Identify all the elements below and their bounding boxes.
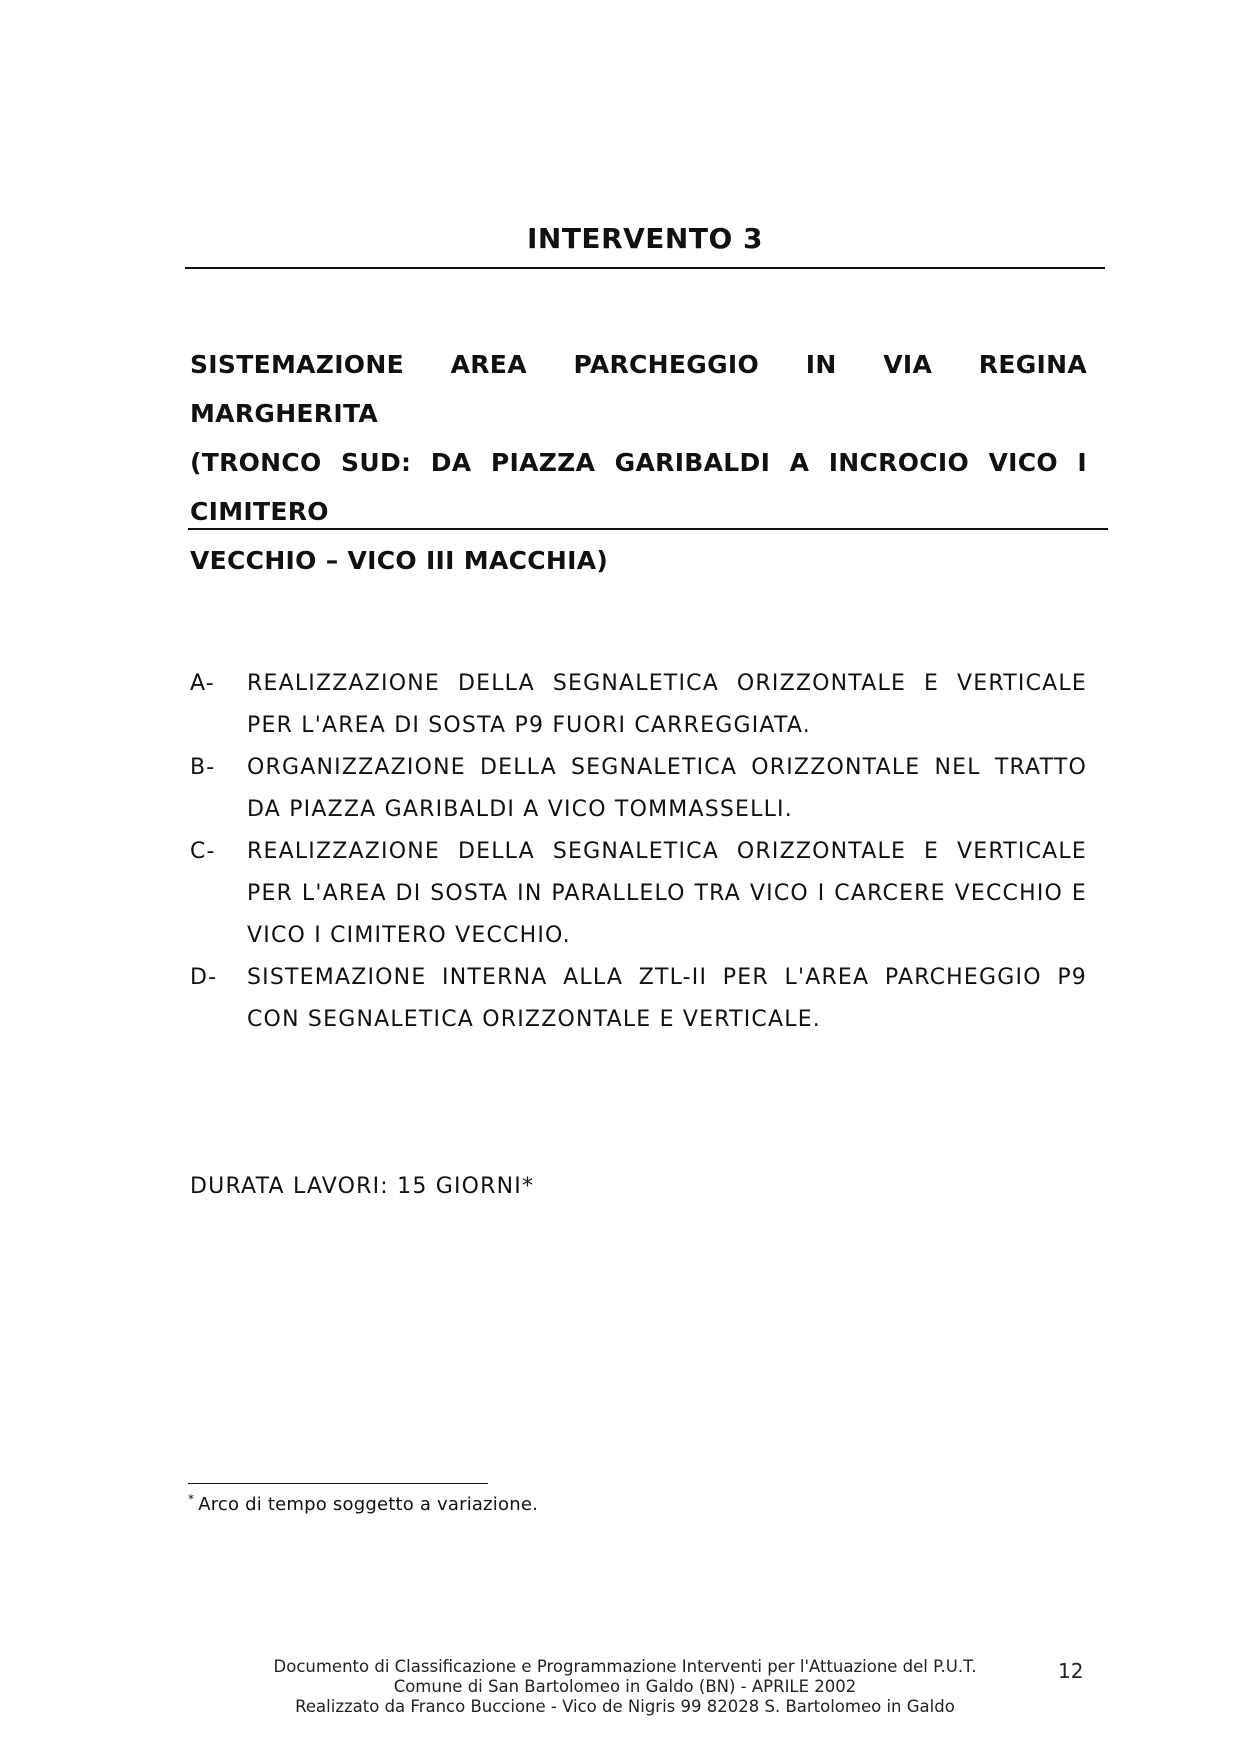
- footer-line-3: Realizzato da Franco Buccione - Vico de Nigris 99 82028 S. Bartolomeo in Galdo: [295, 1697, 955, 1716]
- item-letter: D-: [190, 965, 218, 990]
- item-text: ORGANIZZAZIONE DELLA SEGNALETICA ORIZZONTALE NEL TRATTO DA PIAZZA GARIBALDI A VICO TOMMASSELLI.: [247, 755, 1087, 822]
- subject-line-3: VECCHIO – VICO III MACCHIA): [190, 546, 609, 575]
- intervention-subject: [190, 340, 1087, 585]
- item-text: REALIZZAZIONE DELLA SEGNALETICA ORIZZONTALE E VERTICALE PER L'AREA DI SOSTA P9 FUORI CARREGGIATA.: [247, 671, 1087, 738]
- footer-line-2: Comune di San Bartolomeo in Galdo (BN) - APRILE 2002: [393, 1677, 857, 1696]
- item-letter: A-: [190, 671, 215, 696]
- list-item: [190, 957, 1087, 1041]
- footnote: [188, 1494, 538, 1515]
- page-title: INTERVENTO 3: [526, 222, 763, 255]
- subject-line-2: (TRONCO SUD: DA PIAZZA GARIBALDI A INCROCIO VICO I CIMITERO: [190, 448, 1087, 526]
- list-item: [190, 831, 1087, 957]
- list-item: [190, 663, 1087, 747]
- footnote-divider: [188, 1483, 488, 1484]
- item-letter: B-: [190, 755, 216, 780]
- subject-divider: [188, 528, 1108, 530]
- item-text: REALIZZAZIONE DELLA SEGNALETICA ORIZZONTALE E VERTICALE PER L'AREA DI SOSTA IN PARALLELO TRA VICO I CARCERE VECCHIO E VICO I CIMITERO VECCHIO.: [247, 839, 1087, 948]
- intervention-items-list: [190, 663, 1087, 1041]
- subject-line-1: SISTEMAZIONE AREA PARCHEGGIO IN VIA REGINA MARGHERITA: [190, 350, 1087, 428]
- page-number: 12: [1058, 1659, 1084, 1683]
- work-duration: DURATA LAVORI: 15 GIORNI*: [190, 1174, 535, 1199]
- list-item: [190, 747, 1087, 831]
- item-text: SISTEMAZIONE INTERNA ALLA ZTL-II PER L'AREA PARCHEGGIO P9 CON SEGNALETICA ORIZZONTALE E VERTICALE.: [247, 965, 1087, 1032]
- item-letter: C-: [190, 839, 216, 864]
- page-footer: [240, 1657, 1010, 1717]
- footnote-marker: *: [188, 1492, 195, 1506]
- footnote-text: Arco di tempo soggetto a variazione.: [198, 1494, 539, 1515]
- footer-line-1: Documento di Classificazione e Programmazione Interventi per l'Attuazione del P.U.T.: [273, 1657, 977, 1676]
- title-divider: [185, 267, 1105, 269]
